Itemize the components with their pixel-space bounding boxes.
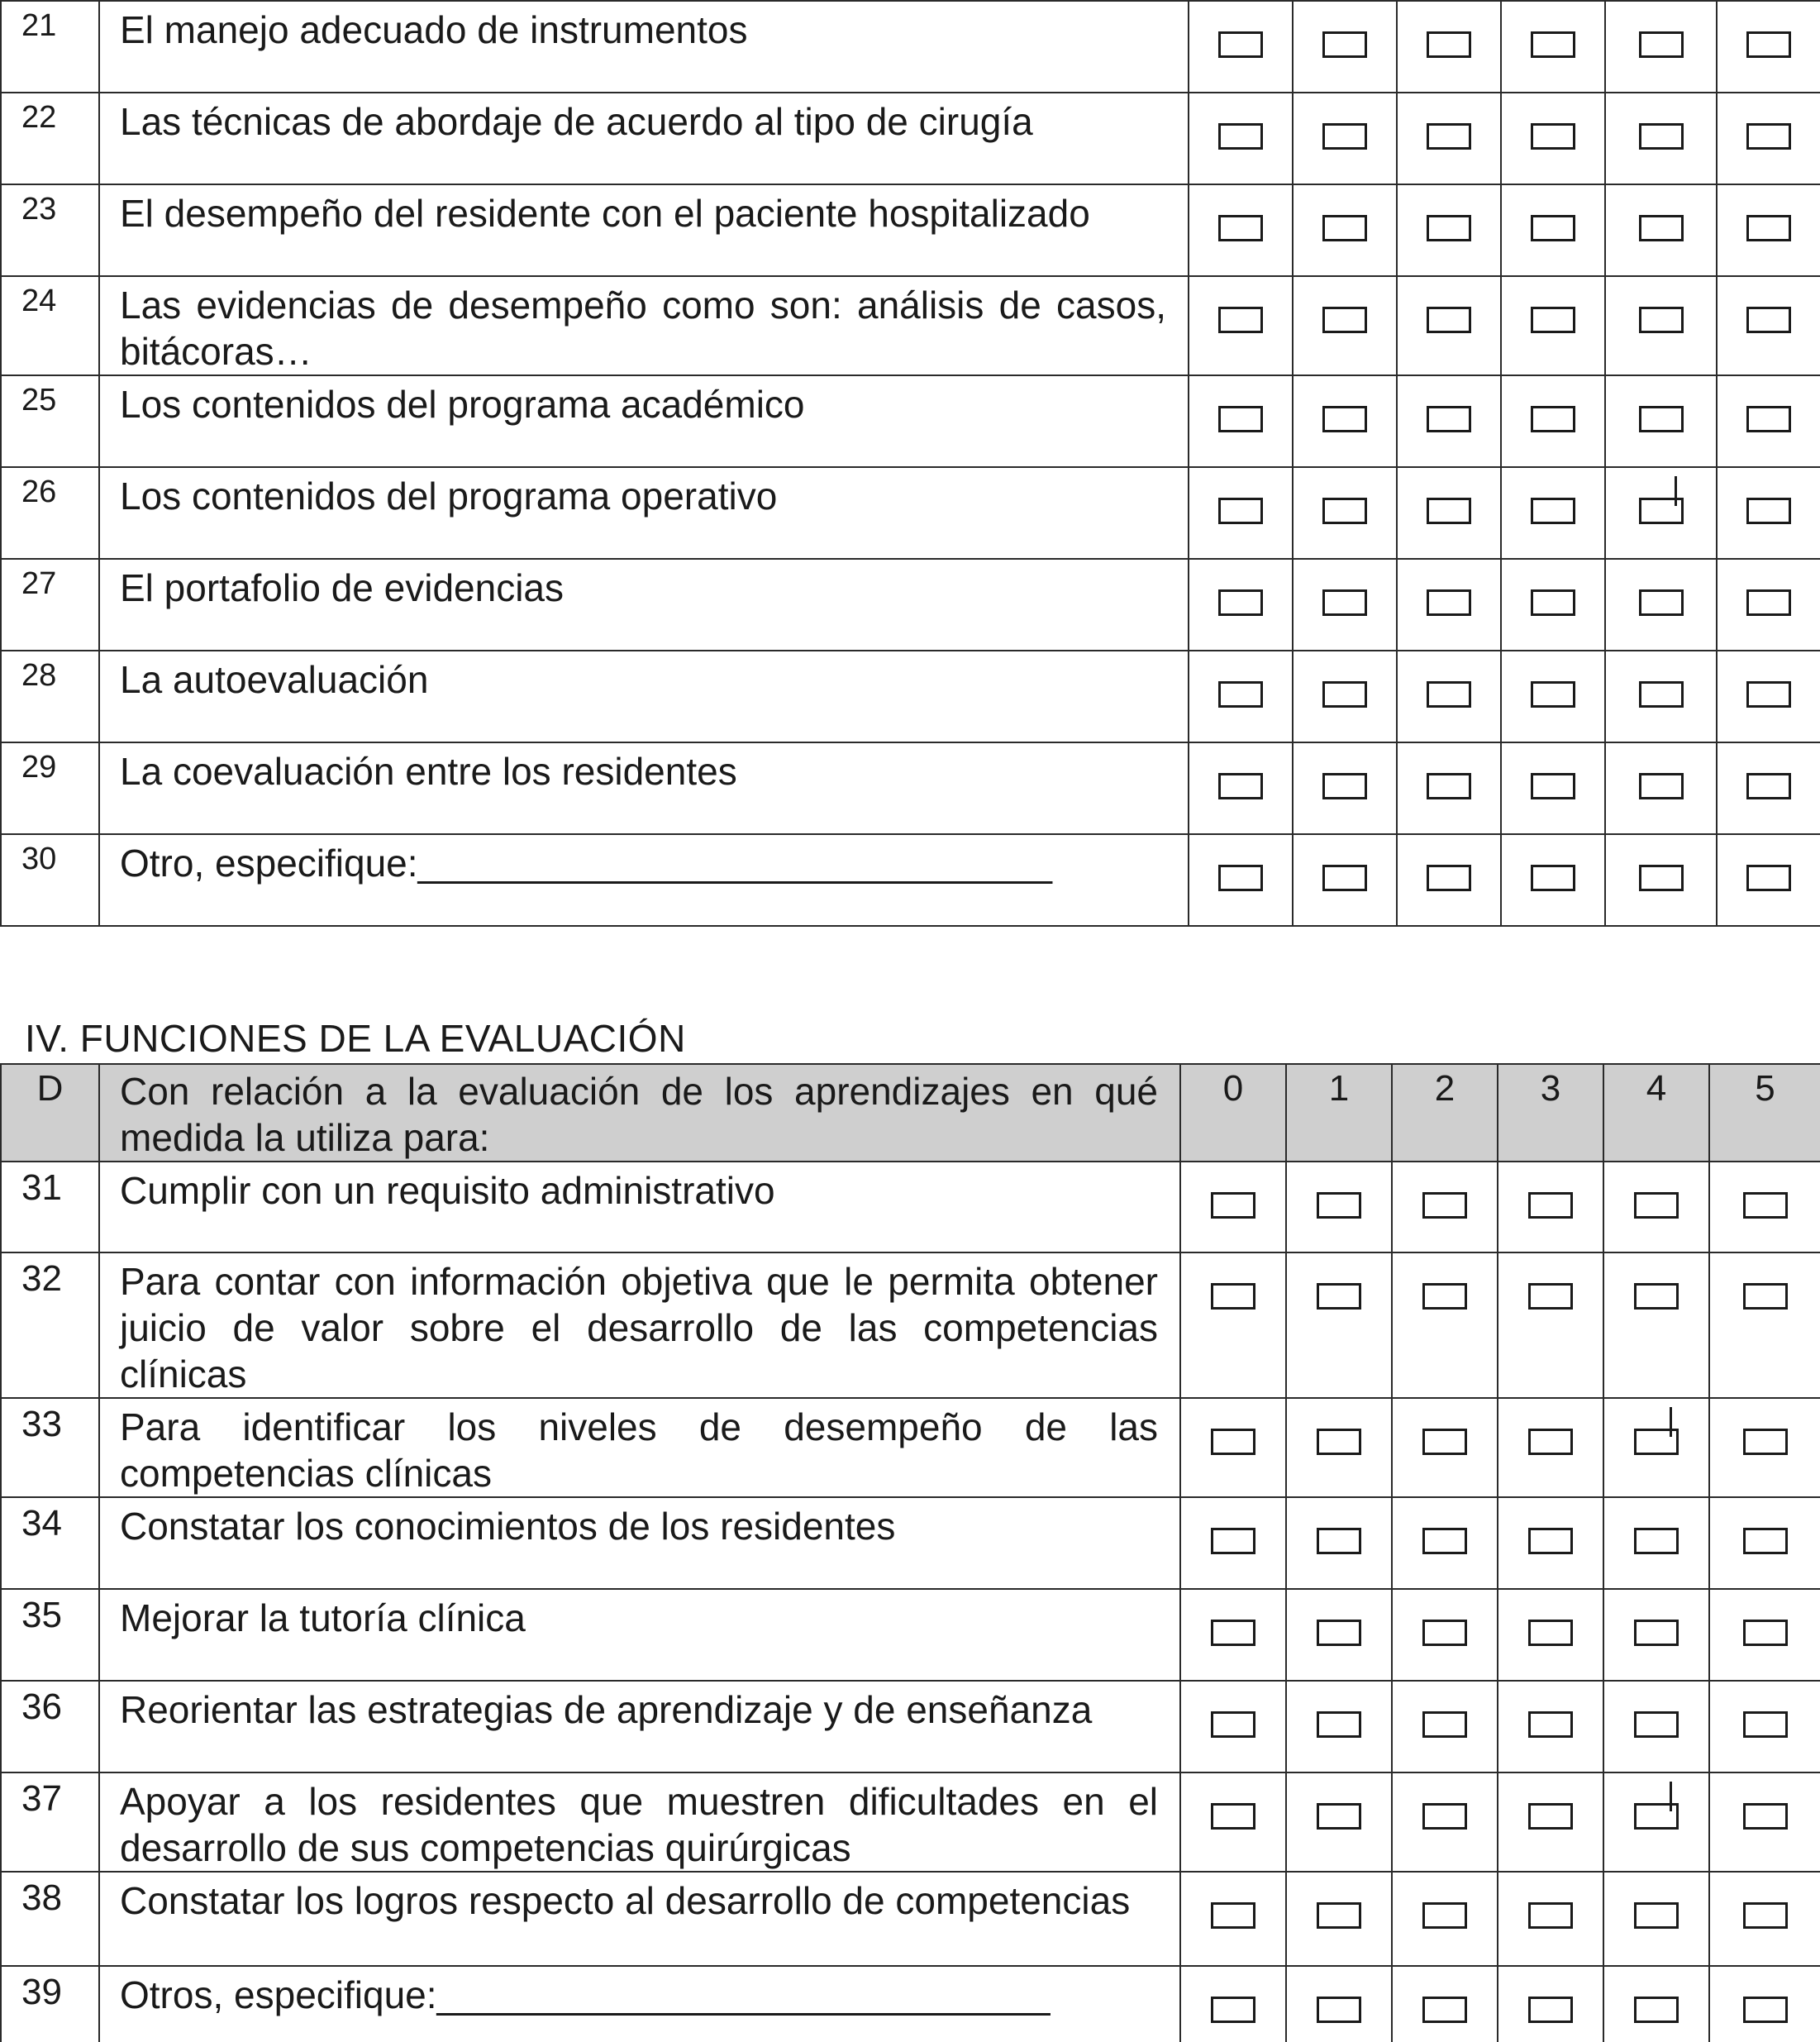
checkbox-option-2[interactable] [1427,773,1471,799]
checkbox-option-2[interactable] [1422,1711,1467,1738]
option-cell-2 [1397,375,1501,467]
checkbox-option-1[interactable] [1322,215,1367,241]
option-cell-4 [1603,1162,1709,1252]
checkbox-option-1[interactable] [1317,1803,1361,1830]
option-cell-5 [1717,651,1820,742]
option-cell-5 [1709,1966,1820,2042]
option-cell-5 [1709,1252,1820,1398]
item-number: 36 [1,1681,99,1772]
option-cell-3 [1498,1772,1603,1872]
checkbox-option-3[interactable] [1531,406,1575,432]
check-mark-icon [1675,476,1677,506]
option-cell-1 [1293,742,1397,834]
checkbox-option-5[interactable] [1743,1192,1788,1219]
checkbox-option-0[interactable] [1211,1192,1255,1219]
checkbox-option-5[interactable] [1746,773,1791,799]
option-cell-3 [1501,742,1605,834]
checkbox-option-2[interactable] [1427,589,1471,616]
checkbox-option-1[interactable] [1317,1902,1361,1929]
checkbox-option-0[interactable] [1218,307,1263,333]
option-cell-3 [1501,276,1605,375]
option-cell-5 [1717,834,1820,926]
checkbox-option-1[interactable] [1322,498,1367,524]
table-row [1,375,1820,467]
checkbox-option-4[interactable] [1639,215,1684,241]
option-cell-0 [1180,1589,1286,1681]
top-table-body [1,1,1820,926]
option-cell-3 [1501,1,1605,93]
checkbox-option-4[interactable] [1634,1528,1679,1554]
checkbox-option-2[interactable] [1427,31,1471,58]
evaluation-functions-table [0,1063,1820,2042]
option-cell-2 [1397,834,1501,926]
item-number: 26 [1,467,99,559]
option-cell-4 [1605,834,1717,926]
option-cell-0 [1180,1872,1286,1966]
checkbox-option-0[interactable] [1211,1711,1255,1738]
checkbox-option-5[interactable] [1743,1803,1788,1830]
option-cell-0 [1180,1398,1286,1497]
checkbox-option-3[interactable] [1528,1429,1573,1455]
option-cell-4 [1603,1252,1709,1398]
checkbox-option-5[interactable] [1743,1528,1788,1554]
option-cell-4 [1605,184,1717,276]
table-row [1,467,1820,559]
item-statement: El portafolio de evidencias [99,559,1189,651]
option-cell-0 [1180,1162,1286,1252]
checkbox-option-5[interactable] [1743,1283,1788,1310]
item-number: 24 [1,276,99,375]
checkbox-option-1[interactable] [1322,589,1367,616]
checkbox-option-0[interactable] [1211,1620,1255,1646]
item-statement: Cumplir con un requisito administrativo [99,1162,1180,1252]
checkbox-option-3[interactable] [1528,1803,1573,1830]
option-cell-4 [1605,93,1717,184]
option-cell-1 [1293,834,1397,926]
checkbox-option-1[interactable] [1322,31,1367,58]
option-cell-0 [1180,1681,1286,1772]
option-cell-0 [1189,834,1293,926]
option-cell-2 [1392,1162,1498,1252]
checkbox-option-0[interactable] [1211,1902,1255,1929]
option-cell-3 [1498,1589,1603,1681]
option-cell-1 [1293,375,1397,467]
checkbox-option-5[interactable] [1746,589,1791,616]
checkbox-option-2[interactable] [1422,1902,1467,1929]
competencies-table-top [0,0,1820,927]
checkbox-option-4[interactable] [1634,1283,1679,1310]
checkbox-option-4[interactable] [1639,589,1684,616]
item-statement: Los contenidos del programa académico [99,375,1189,467]
checkbox-option-0[interactable] [1211,1997,1255,2023]
table-row [1,184,1820,276]
checkbox-option-2[interactable] [1422,1528,1467,1554]
option-cell-2 [1392,1872,1498,1966]
checkbox-option-0[interactable] [1218,123,1263,150]
option-cell-1 [1293,467,1397,559]
option-cell-1 [1286,1162,1392,1252]
item-statement: Otros, especifique:_____________________________ [99,1966,1180,2042]
option-cell-3 [1501,559,1605,651]
option-cell-3 [1501,184,1605,276]
checkbox-option-1[interactable] [1317,1997,1361,2023]
option-cell-4 [1603,1681,1709,1772]
option-cell-0 [1189,375,1293,467]
checkbox-option-4[interactable] [1639,865,1684,891]
checkbox-option-4[interactable] [1639,307,1684,333]
item-statement: Reorientar las estrategias de aprendizaje y de enseñanza [99,1681,1180,1772]
checkbox-option-2[interactable] [1422,1192,1467,1219]
checkbox-option-2[interactable] [1427,406,1471,432]
header-scale-3: 3 [1498,1064,1603,1162]
table-row [1,834,1820,926]
option-cell-3 [1501,651,1605,742]
item-statement: Apoyar a los residentes que muestren dificultades en el desarrollo de sus competencias quirúrgicas [99,1772,1180,1872]
item-statement: Las técnicas de abordaje de acuerdo al tipo de cirugía [99,93,1189,184]
option-cell-4 [1603,1589,1709,1681]
header-scale-0: 0 [1180,1064,1286,1162]
checkbox-option-0[interactable] [1218,498,1263,524]
checkbox-option-1[interactable] [1322,773,1367,799]
checkbox-option-5[interactable] [1743,1902,1788,1929]
option-cell-2 [1392,1252,1498,1398]
item-number: 22 [1,93,99,184]
option-cell-0 [1189,742,1293,834]
option-cell-3 [1498,1497,1603,1589]
header-scale-4: 4 [1603,1064,1709,1162]
option-cell-5 [1709,1681,1820,1772]
option-cell-1 [1293,559,1397,651]
checkbox-option-2[interactable] [1427,307,1471,333]
option-cell-3 [1498,1872,1603,1966]
item-statement: La coevaluación entre los residentes [99,742,1189,834]
option-cell-4 [1605,276,1717,375]
option-cell-0 [1189,467,1293,559]
item-number: 28 [1,651,99,742]
checkbox-option-1[interactable] [1317,1711,1361,1738]
checkbox-option-2[interactable] [1427,498,1471,524]
checkbox-option-4[interactable] [1639,406,1684,432]
checkbox-option-1[interactable] [1317,1429,1361,1455]
option-cell-5 [1709,1772,1820,1872]
checkbox-option-3[interactable] [1531,307,1575,333]
checkbox-option-1[interactable] [1322,123,1367,150]
option-cell-2 [1392,1966,1498,2042]
option-cell-4 [1603,1497,1709,1589]
option-cell-1 [1293,184,1397,276]
checkbox-option-4[interactable] [1634,1711,1679,1738]
option-cell-5 [1717,742,1820,834]
option-cell-4 [1605,1,1717,93]
checkbox-option-5[interactable] [1746,123,1791,150]
table-row [1,1497,1820,1589]
option-cell-4 [1605,375,1717,467]
table-row [1,1681,1820,1772]
item-number: 38 [1,1872,99,1966]
option-cell-0 [1180,1252,1286,1398]
checkbox-option-3[interactable] [1528,1283,1573,1310]
option-cell-1 [1286,1966,1392,2042]
option-cell-2 [1392,1772,1498,1872]
table-row [1,1398,1820,1497]
checkbox-option-2[interactable] [1427,681,1471,708]
table-row [1,93,1820,184]
option-cell-3 [1501,375,1605,467]
checkbox-option-5[interactable] [1743,1997,1788,2023]
option-cell-1 [1286,1398,1392,1497]
option-cell-5 [1709,1162,1820,1252]
checkbox-option-5[interactable] [1743,1711,1788,1738]
checkbox-option-0[interactable] [1218,681,1263,708]
item-number: 29 [1,742,99,834]
option-cell-2 [1397,184,1501,276]
option-cell-1 [1286,1681,1392,1772]
option-cell-4 [1603,1772,1709,1872]
option-cell-4 [1605,559,1717,651]
checkbox-option-4[interactable] [1639,31,1684,58]
option-cell-5 [1709,1872,1820,1966]
option-cell-2 [1392,1589,1498,1681]
checkbox-option-3[interactable] [1531,498,1575,524]
checkbox-option-0[interactable] [1218,865,1263,891]
option-cell-0 [1180,1772,1286,1872]
option-cell-2 [1397,93,1501,184]
item-number: 30 [1,834,99,926]
checkbox-option-1[interactable] [1322,865,1367,891]
checkbox-option-3[interactable] [1531,589,1575,616]
option-cell-3 [1501,93,1605,184]
checkbox-option-0[interactable] [1218,31,1263,58]
checkbox-option-5[interactable] [1746,31,1791,58]
option-cell-4 [1605,651,1717,742]
item-number: 39 [1,1966,99,2042]
option-cell-5 [1717,184,1820,276]
checkbox-option-1[interactable] [1317,1528,1361,1554]
option-cell-5 [1717,559,1820,651]
table-row [1,651,1820,742]
item-number: 31 [1,1162,99,1252]
checkbox-option-3[interactable] [1528,1997,1573,2023]
option-cell-1 [1286,1497,1392,1589]
checkbox-option-4[interactable] [1634,1997,1679,2023]
option-cell-0 [1180,1966,1286,2042]
option-cell-2 [1392,1681,1498,1772]
checkbox-option-2[interactable] [1422,1620,1467,1646]
checkbox-option-2[interactable] [1427,865,1471,891]
checkbox-option-3[interactable] [1531,31,1575,58]
checkbox-option-0[interactable] [1211,1283,1255,1310]
checkbox-option-1[interactable] [1322,406,1367,432]
checkbox-option-2[interactable] [1422,1429,1467,1455]
checkbox-option-3[interactable] [1528,1711,1573,1738]
checkbox-option-0[interactable] [1218,773,1263,799]
item-number: 37 [1,1772,99,1872]
item-statement: Constatar los conocimientos de los residentes [99,1497,1180,1589]
checkbox-option-1[interactable] [1322,681,1367,708]
item-statement: Para identificar los niveles de desempeño de las competencias clínicas [99,1398,1180,1497]
option-cell-1 [1286,1589,1392,1681]
check-mark-icon [1670,1407,1672,1437]
checkbox-option-5[interactable] [1746,307,1791,333]
option-cell-1 [1286,1872,1392,1966]
checkbox-option-4[interactable] [1634,1620,1679,1646]
checkbox-option-2[interactable] [1422,1997,1467,2023]
item-number: 32 [1,1252,99,1398]
checkbox-option-0[interactable] [1218,406,1263,432]
table-header-row [1,1064,1820,1162]
checkbox-option-3[interactable] [1531,123,1575,150]
item-number: 25 [1,375,99,467]
checkbox-option-3[interactable] [1528,1528,1573,1554]
option-cell-2 [1392,1497,1498,1589]
option-cell-0 [1189,559,1293,651]
option-cell-2 [1397,467,1501,559]
option-cell-0 [1189,184,1293,276]
option-cell-4 [1603,1966,1709,2042]
option-cell-0 [1189,276,1293,375]
option-cell-3 [1498,1398,1603,1497]
option-cell-4 [1605,742,1717,834]
option-cell-3 [1501,467,1605,559]
option-cell-3 [1501,834,1605,926]
checkbox-option-1[interactable] [1322,307,1367,333]
item-statement: Mejorar la tutoría clínica [99,1589,1180,1681]
checkbox-option-3[interactable] [1531,865,1575,891]
option-cell-5 [1709,1398,1820,1497]
option-cell-0 [1189,1,1293,93]
option-cell-1 [1293,276,1397,375]
item-statement: El manejo adecuado de instrumentos [99,1,1189,93]
section-title: IV. FUNCIONES DE LA EVALUACIÓN [25,1017,686,1060]
item-statement: Otro, especifique:______________________________ [99,834,1189,926]
option-cell-4 [1605,467,1717,559]
checkbox-option-2[interactable] [1427,215,1471,241]
item-number: 33 [1,1398,99,1497]
option-cell-2 [1397,276,1501,375]
checkbox-option-5[interactable] [1746,406,1791,432]
checkbox-option-4[interactable] [1639,681,1684,708]
option-cell-1 [1293,93,1397,184]
table-row [1,1772,1820,1872]
checkbox-option-0[interactable] [1218,215,1263,241]
option-cell-3 [1498,1252,1603,1398]
checkbox-option-3[interactable] [1531,215,1575,241]
item-statement: Para contar con información objetiva que le permita obtener juicio de valor sobre el desarrollo de las competencias clínicas [99,1252,1180,1398]
option-cell-4 [1603,1872,1709,1966]
option-cell-2 [1392,1398,1498,1497]
header-d: D [1,1064,99,1162]
option-cell-0 [1180,1497,1286,1589]
option-cell-3 [1498,1966,1603,2042]
checkbox-option-5[interactable] [1746,865,1791,891]
item-number: 27 [1,559,99,651]
table-row [1,559,1820,651]
checkbox-option-0[interactable] [1211,1429,1255,1455]
option-cell-5 [1717,1,1820,93]
table-row [1,276,1820,375]
item-statement: Constatar los logros respecto al desarrollo de competencias [99,1872,1180,1966]
bottom-table-body [1,1064,1820,2042]
checkbox-option-5[interactable] [1743,1620,1788,1646]
option-cell-0 [1189,93,1293,184]
checkbox-option-3[interactable] [1528,1620,1573,1646]
checkbox-option-1[interactable] [1317,1192,1361,1219]
checkbox-option-5[interactable] [1746,498,1791,524]
option-cell-5 [1717,276,1820,375]
checkbox-option-0[interactable] [1211,1803,1255,1830]
option-cell-2 [1397,651,1501,742]
header-scale-5: 5 [1709,1064,1820,1162]
item-statement: Los contenidos del programa operativo [99,467,1189,559]
table-row [1,1966,1820,2042]
option-cell-3 [1498,1162,1603,1252]
header-scale-2: 2 [1392,1064,1498,1162]
header-question: Con relación a la evaluación de los aprendizajes en qué medida la utiliza para: [99,1064,1180,1162]
checkbox-option-5[interactable] [1746,681,1791,708]
option-cell-5 [1709,1589,1820,1681]
table-row [1,742,1820,834]
checkbox-option-2[interactable] [1422,1803,1467,1830]
checkbox-option-1[interactable] [1317,1283,1361,1310]
item-number: 34 [1,1497,99,1589]
option-cell-2 [1397,559,1501,651]
option-cell-1 [1286,1252,1392,1398]
checkbox-option-1[interactable] [1317,1620,1361,1646]
item-number: 23 [1,184,99,276]
checkbox-option-4[interactable] [1639,123,1684,150]
checkbox-option-5[interactable] [1743,1429,1788,1455]
checkbox-option-3[interactable] [1528,1192,1573,1219]
option-cell-4 [1603,1398,1709,1497]
checkbox-option-0[interactable] [1211,1528,1255,1554]
checkbox-option-2[interactable] [1422,1283,1467,1310]
option-cell-5 [1717,93,1820,184]
option-cell-1 [1293,651,1397,742]
option-cell-2 [1397,742,1501,834]
checkbox-option-3[interactable] [1528,1902,1573,1929]
check-mark-icon [1670,1782,1672,1811]
option-cell-5 [1709,1497,1820,1589]
table-row [1,1,1820,93]
table-row [1,1162,1820,1252]
option-cell-5 [1717,467,1820,559]
item-statement: El desempeño del residente con el paciente hospitalizado [99,184,1189,276]
checkbox-option-5[interactable] [1746,215,1791,241]
checkbox-option-4[interactable] [1634,1902,1679,1929]
checkbox-option-4[interactable] [1634,1192,1679,1219]
option-cell-3 [1498,1681,1603,1772]
option-cell-5 [1717,375,1820,467]
option-cell-0 [1189,651,1293,742]
checkbox-option-0[interactable] [1218,589,1263,616]
checkbox-option-3[interactable] [1531,681,1575,708]
item-statement: La autoevaluación [99,651,1189,742]
checkbox-option-4[interactable] [1639,773,1684,799]
table-row [1,1589,1820,1681]
checkbox-option-3[interactable] [1531,773,1575,799]
table-row [1,1252,1820,1398]
item-statement: Las evidencias de desempeño como son: análisis de casos, bitácoras… [99,276,1189,375]
option-cell-2 [1397,1,1501,93]
item-number: 21 [1,1,99,93]
header-scale-1: 1 [1286,1064,1392,1162]
option-cell-1 [1293,1,1397,93]
option-cell-1 [1286,1772,1392,1872]
table-row [1,1872,1820,1966]
checkbox-option-2[interactable] [1427,123,1471,150]
item-number: 35 [1,1589,99,1681]
